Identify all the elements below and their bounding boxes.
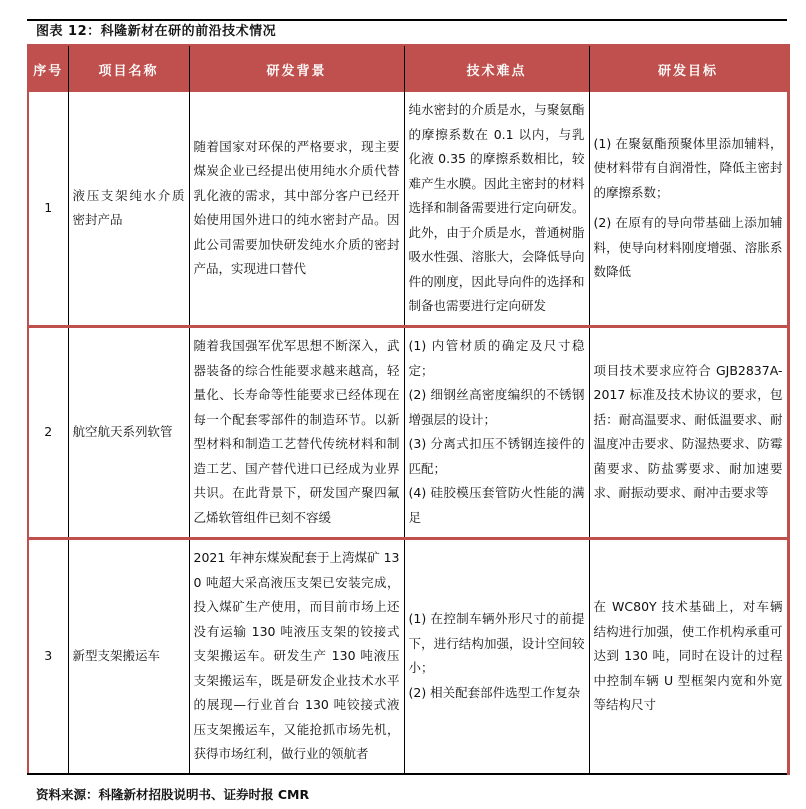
difficulty-item: (4) 硅胶模压套管防火性能的满足 <box>408 485 585 525</box>
goal-item: (1) 在聚氨酯预聚体里添加辅料，使材料带有自润滑性，降低主密封的摩擦系数； <box>593 135 783 200</box>
table-row <box>28 326 788 538</box>
difficulty-item: (3) 分离式扣压不锈钢连接件的匹配； <box>408 436 585 476</box>
goal-item: (2) 在原有的导向带基础上添加辅料，使导向材料刚度增强、溶胀系数降低 <box>593 215 783 280</box>
header-row <box>28 45 788 92</box>
cell-no: 2 <box>28 326 68 538</box>
cell-no: 1 <box>28 92 68 326</box>
top-rule <box>27 19 787 21</box>
difficulty-item: (2) 相关配套部件选型工作复杂 <box>408 684 581 700</box>
difficulty-item: (1) 在控制车辆外形尺寸的前提下，进行结构加强，设计空间较小； <box>408 611 585 676</box>
table-row <box>28 92 788 326</box>
cell-no: 3 <box>28 538 68 774</box>
cell-goal <box>589 326 788 538</box>
cell-difficulty <box>404 538 589 774</box>
header-difficulty: 技术难点 <box>404 45 589 92</box>
figure-title: 图表 12：科隆新材在研的前沿技术情况 <box>36 24 277 39</box>
cell-background: 随着国家对环保的严格要求，现主要煤炭企业已经提出使用纯水介质代替乳化液的需求，其中部分客户已经开始使用国外进口的纯水密封产品。因此公司需要加快研发纯水介质的密封产品，实现进口替代 <box>189 92 404 326</box>
difficulty-item: 纯水密封的介质是水，与聚氨酯的摩擦系数在 0.1 以内，与乳化液 0.35 的摩擦系数相比，较难产生水膜。因此主密封的材料选择和制备需要进行定向研发。此外，由于介质是水，普通树脂吸水性强、溶胀大，会降低导向件的刚度，因此导向件的选择和制备也需要进行定向研发 <box>408 102 585 313</box>
goal-item: 在 WC80Y 技术基础上，对车辆结构进行加强，使工作机构承重可达到 130 吨，同时在设计的过程中控制车辆 U 型框架内宽和外宽等结构尺寸 <box>593 599 783 712</box>
cell-background: 2021 年神东煤炭配套于上湾煤矿 130 吨超大采高液压支架已安装完成，投入煤矿生产使用，而目前市场上还没有运输 130 吨液压支架的铰接式支架搬运车。研发生产 130 吨液压支架搬运车，既是研发企业技术水平的展现—行业首台 130 吨铰接式液压支架搬运车，又能抢抓市场先机，获得市场红利，做行业的领航者 <box>189 538 404 774</box>
table-row <box>28 538 788 774</box>
cell-name: 新型支架搬运车 <box>68 538 189 774</box>
cell-goal <box>589 92 788 326</box>
cell-goal <box>589 538 788 774</box>
cell-background: 随着我国强军优军思想不断深入，武器装备的综合性能要求越来越高，轻量化、长寿命等性能要求已经体现在每一个配套零部件的制造环节。以新型材料和制造工艺替代传统材料和制造工艺、国产替代进口已经成为业界共识。在此背景下，研发国产聚四氟乙烯软管组件已刻不容缓 <box>189 326 404 538</box>
cell-name: 液压支架纯水介质密封产品 <box>68 92 189 326</box>
cell-difficulty <box>404 92 589 326</box>
cell-difficulty <box>404 326 589 538</box>
difficulty-item: (2) 细钢丝高密度编织的不锈钢增强层的设计； <box>408 387 585 427</box>
goal-item: 项目技术要求应符合 GJB2837A-2017 标准及技术协议的要求，包括：耐高温要求、耐低温要求、耐温度冲击要求、防湿热要求、防霉菌要求、防盐雾要求、耐加速要求、耐振动要求、耐冲击要求等 <box>593 362 783 500</box>
header-name: 项目名称 <box>68 45 189 92</box>
cell-name: 航空航天系列软管 <box>68 326 189 538</box>
source-note: 资料来源：科隆新材招股说明书、证券时报 CMR <box>36 787 310 802</box>
header-no: 序号 <box>28 45 68 92</box>
header-goal: 研发目标 <box>589 45 788 92</box>
header-background: 研发背景 <box>189 45 404 92</box>
tech-table <box>27 44 790 775</box>
difficulty-item: (1) 内管材质的确定及尺寸稳定； <box>408 338 585 378</box>
